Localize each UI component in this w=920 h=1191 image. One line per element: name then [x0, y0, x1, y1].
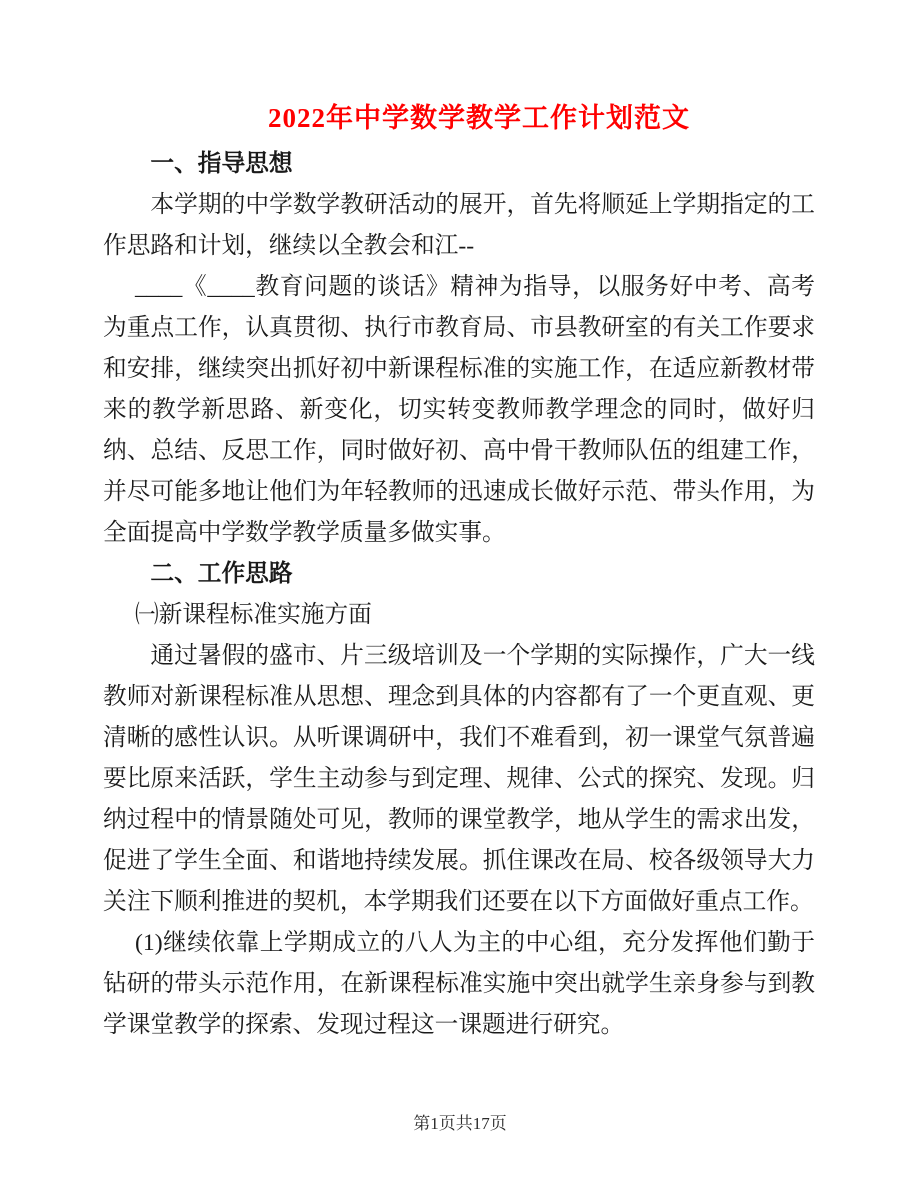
page-number-indicator: 第1页共17页 [413, 1114, 507, 1133]
paragraph-item-1: (1)继续依靠上学期成立的八人为主的中心组，充分发挥他们勤于钻研的带头示范作用，在新课程标准实施中突出就学生亲身参与到教学课堂教学的探索、发现过程这一课题进行研究。 [103, 930, 815, 1038]
paragraph-guidance-details: ____《____教育问题的谈话》精神为指导，以服务好中考、高考为重点工作，认真贯彻、执行市教育局、市县教研室的有关工作要求和安排，继续突出抓好初中新课程标准的实施工作，在适应新教材带来的教学新思路、新变化，切实转变教师教学理念的同时，做好归纳、总结、反思工作，同时做好初、高中骨干教师队伍的组建工作，并尽可能多地让他们为年轻教师的迅速成长做好示范、带头作用，为全面提高中学数学教学质量多做实事。 [103, 274, 815, 546]
paragraph-intro: 本学期的中学数学教研活动的展开，首先将顺延上学期指定的工作思路和计划，继续以全教会和江-- [103, 192, 815, 259]
section-heading-guiding-ideology: 一、指导思想 [150, 151, 293, 177]
document-title: 2022年中学数学教学工作计划范文 [268, 103, 690, 133]
section-heading-work-plan: 二、工作思路 [150, 561, 293, 587]
document-page [103, 100, 815, 1046]
paragraph-curriculum-implementation: 通过暑假的盛市、片三级培训及一个学期的实际操作，广大一线教师对新课程标准从思想、理念到具体的内容都有了一个更直观、更清晰的感性认识。从听课调研中，我们不难看到，初一课堂气氛普遍要比原来活跃，学生主动参与到定理、规律、公式的探究、发现。归纳过程中的情景随处可见，教师的课堂教学，地从学生的需求出发，促进了学生全面、和谐地持续发展。抓住课改在局、校各级领导大力关注下顺利推进的契机，本学期我们还要在以下方面做好重点工作。 [103, 643, 815, 915]
page-footer [0, 1112, 920, 1136]
subsection-heading-new-curriculum: ㈠新课程标准实施方面 [134, 602, 372, 628]
